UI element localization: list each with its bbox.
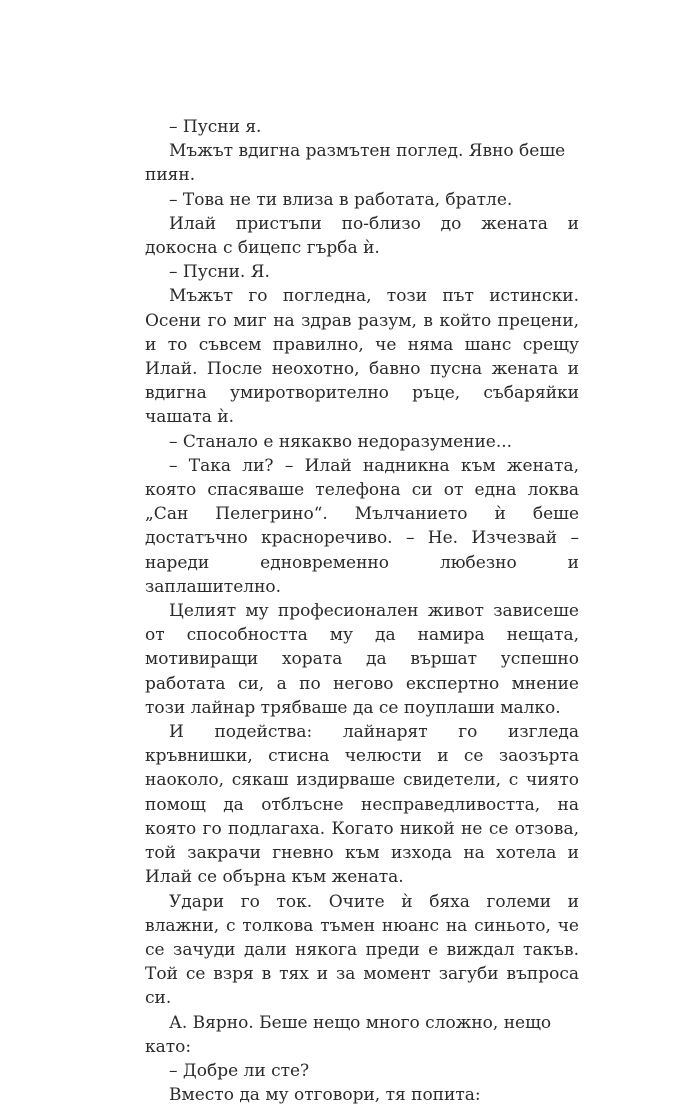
paragraph: Удари го ток. Очите ѝ бяха големи и влажни, с толкова тъмен нюанс на синьото, че се зачуди дали някога преди е виждал такъв. Той се взря в тях и за момент загуби въпроса си. xyxy=(145,891,579,1009)
paragraph: Мъжът го погледна, този път истински. Осени го миг на здрав разум, в който прецени, и то съвсем правилно, че няма шанс срещу Илай. После неохотно, бавно пусна жената и вдигна умиротворително ръце, събаряйки чашата ѝ. xyxy=(145,286,579,428)
paragraph: – Пусни. Я. xyxy=(169,262,270,283)
paragraph: И подейства: лайнарят го изгледа кръвнишки, стисна челюсти и се заозърта наоколо, сякаш издирваше свидетели, с чиято помощ да отблъсне несправедливостта, на която го подлагаха. Когато никой не се отзова, той закрачи гневно към изхода на хотела и Илай се обърна към жената. xyxy=(145,722,579,888)
paragraph: – Това не ти влиза в работата, братле. xyxy=(169,189,513,210)
paragraph: – Пусни я. xyxy=(169,117,262,137)
paragraph: Целият му професионален живот зависеше от способността му да намира нещата, мотивиращи хората да вършат успешно работата си, а по негово експертно мнение този лайнар трябваше да се поуплаши малко. xyxy=(145,601,579,718)
paragraph: – Така ли? – Илай надникна към жената, която спасяваше телефона си от една локва „Сан Пелегрино“. Мълчанието ѝ беше достатъчно красноречиво. – Не. Изчезвай – нареди едновременно любезно и заплашително. xyxy=(145,455,579,597)
body-text xyxy=(145,115,579,1107)
paragraph: А. Вярно. Беше нещо много сложно, нещо като: xyxy=(145,1012,552,1057)
paragraph: – Добре ли сте? xyxy=(169,1060,310,1081)
paragraph: Илай пристъпи по-близо до жената и докосна с бицепс гърба ѝ. xyxy=(145,213,579,259)
paragraph: Мъжът вдигна размътен поглед. Явно беше пиян. xyxy=(145,141,566,186)
paragraph: – Станало е някакво недоразумение... xyxy=(169,431,513,452)
paragraph: Вместо да му отговори, тя попита: xyxy=(169,1085,481,1106)
